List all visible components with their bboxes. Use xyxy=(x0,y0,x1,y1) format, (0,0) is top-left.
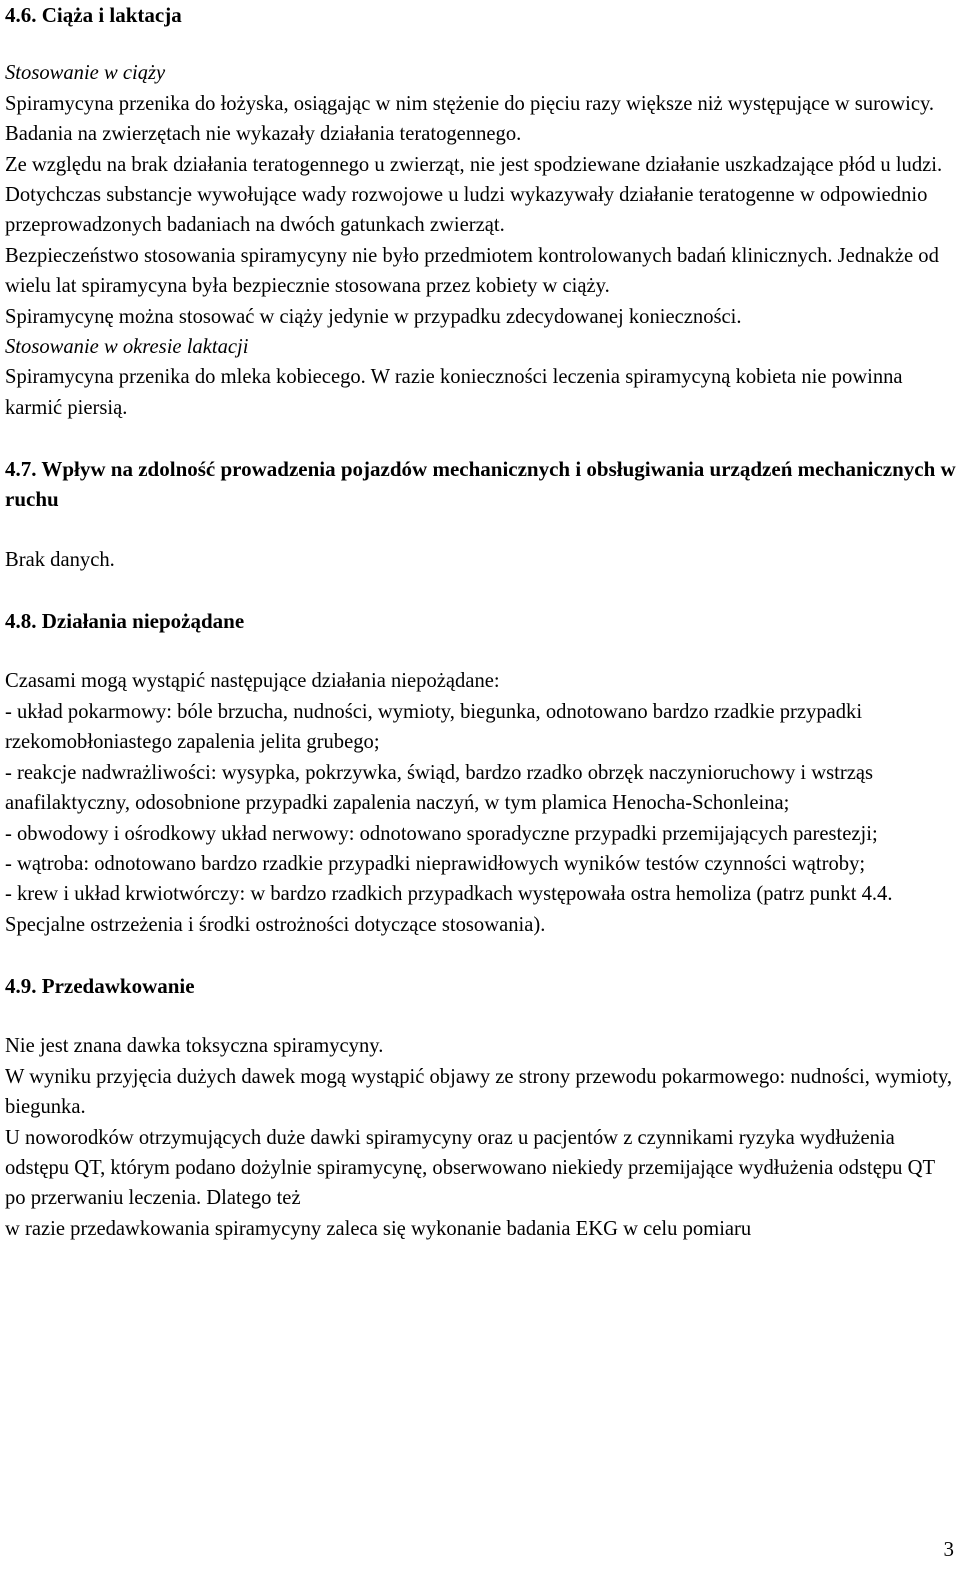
page-number: 3 xyxy=(943,1537,954,1561)
paragraph: Spiramycyna przenika do mleka kobiecego. W razie konieczności leczenia spiramycyną kobieta nie powinna karmić piersią. xyxy=(5,366,903,419)
list-item: - układ pokarmowy: bóle brzucha, nudności, wymioty, biegunka, odnotowano bardzo rzadkie przypadki rzekomobłoniastego zapalenia jelita grubego; xyxy=(5,700,863,754)
list-item: - krew i układ krwiotwórczy: w bardzo rzadkich przypadkach występowała ostra hemoliza (patrz punkt 4.4. Specjalne ostrzeżenia i środki ostrożności dotyczące stosowania). xyxy=(5,883,893,936)
section-4-9-title: 4.9. Przedawkowanie xyxy=(5,973,195,998)
paragraph: Badania na zwierzętach nie wykazały działania teratogennego. xyxy=(5,123,522,146)
list-item: - reakcje nadwrażliwości: wysypka, pokrzywka, świąd, bardzo rzadko obrzęk naczynioruchowy i wstrząs anafilaktyczny, odosobnione przypadki zapalenia naczyń, w tym plamica Henocha-Schonleina; xyxy=(5,761,874,815)
paragraph: Brak danych. xyxy=(5,548,115,571)
subheading-lactation: Stosowanie w okresie laktacji xyxy=(5,336,249,359)
paragraph: Czasami mogą wystąpić następujące działania niepożądane: xyxy=(5,670,500,693)
paragraph: Ze względu na brak działania teratogennego u zwierząt, nie jest spodziewane działanie uszkadzające płód u ludzi. Dotychczas substancje wywołujące wady rozwojowe u ludzi wykazywały działanie teratogenne w odpowiednio przeprowadzonych badaniach na dwóch gatunkach zwierząt. xyxy=(5,153,943,237)
subheading-pregnancy: Stosowanie w ciąży xyxy=(5,62,166,85)
paragraph: w razie przedawkowania spiramycyny zaleca się wykonanie badania EKG w celu pomiaru xyxy=(5,1217,752,1240)
paragraph: Nie jest znana dawka toksyczna spiramycyny. xyxy=(5,1035,384,1058)
paragraph: U noworodków otrzymujących duże dawki spiramycyny oraz u pacjentów z czynnikami ryzyka wydłużenia odstępu QT, którym podano dożylnie spiramycynę, obserwowano niekiedy przemijające wydłużenia odstępu QT po przerwaniu leczenia. Dlatego też xyxy=(5,1126,935,1210)
paragraph: W wyniku przyjęcia dużych dawek mogą wystąpić objawy ze strony przewodu pokarmowego: nudności, wymioty, biegunka. xyxy=(5,1065,953,1119)
list-item: - wątroba: odnotowano bardzo rzadkie przypadki nieprawidłowych wyników testów czynności wątroby; xyxy=(5,852,866,875)
paragraph: Bezpieczeństwo stosowania spiramycyny nie było przedmiotem kontrolowanych badań klinicznych. Jednakże od wielu lat spiramycyna była bezpiecznie stosowana przez kobiety w ciąży. xyxy=(5,244,939,298)
paragraph: Spiramycynę można stosować w ciąży jedynie w przypadku zdecydowanej konieczności. xyxy=(5,305,742,328)
section-4-8-title: 4.8. Działania niepożądane xyxy=(5,608,245,633)
paragraph: Spiramycyna przenika do łożyska, osiągając w nim stężenie do pięciu razy większe niż występujące w surowicy. xyxy=(5,92,935,115)
document-page xyxy=(5,0,957,1244)
section-4-7-title: 4.7. Wpływ na zdolność prowadzenia pojazdów mechanicznych i obsługiwania urządzeń mechanicznych w ruchu xyxy=(5,456,956,512)
list-item: - obwodowy i ośrodkowy układ nerwowy: odnotowano sporadyczne przypadki przemijających parestezji; xyxy=(5,822,878,845)
section-4-6-title: 4.6. Ciąża i laktacja xyxy=(5,3,182,27)
